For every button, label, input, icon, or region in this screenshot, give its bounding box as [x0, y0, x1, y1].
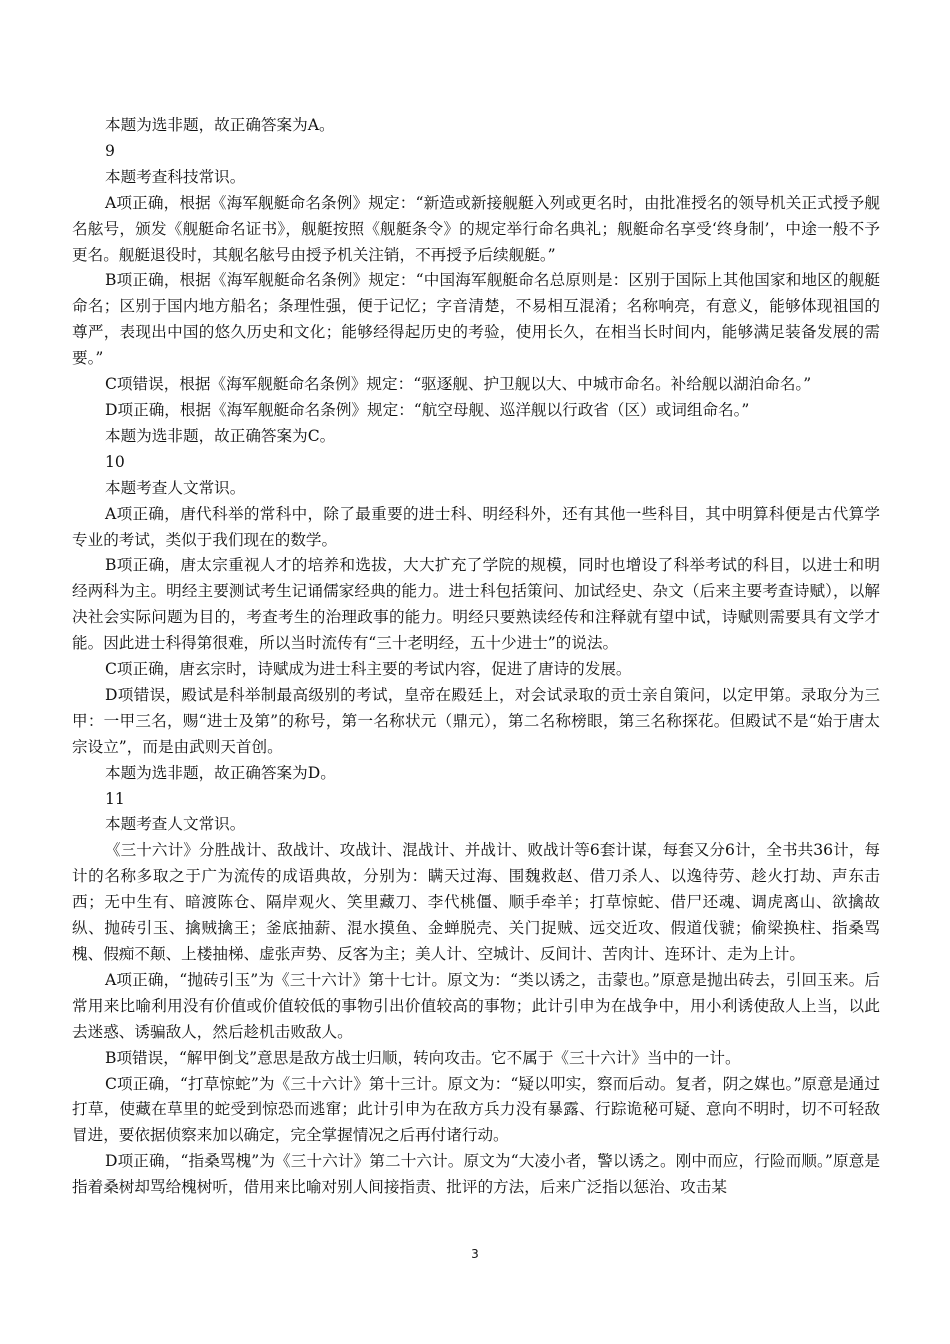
paragraph: 本题考查人文常识。	[105, 815, 246, 834]
paragraph: C项错误，根据《海军舰艇命名条例》规定：“驱逐舰、护卫舰以大、中城市命名。补给舰以湖泊命名。”	[105, 375, 812, 394]
paragraph: 本题为选非题，故正确答案为A。	[105, 116, 335, 134]
paragraph: D项错误，殿试是科举制最高级别的考试，皇帝在殿廷上，对会试录取的贡士亲自策问，以定甲第。录取分为三甲：一甲三名，赐“进士及第”的称号，第一名称状元（鼎元），第二名称榜眼，第三名称探花。但殿试不是“始于唐太宗设立”，而是由武则天首创。	[72, 685, 880, 756]
paragraph: B项正确，根据《海军舰艇命名条例》规定：“中国海军舰艇命名总原则是：区别于国际上其他国家和地区的舰艇命名；区别于国内地方船名；条理性强，便于记忆；字音清楚，不易相互混淆；名称响亮，有意义，能够体现祖国的尊严，表现出中国的悠久历史和文化；能够经得起历史的考验，使用长久，在相当长时间内，能够满足装备发展的需要。”	[72, 271, 880, 368]
answer-explanation-body	[72, 113, 880, 1201]
paragraph: A项正确，唐代科举的常科中，除了最重要的进士科、明经科外，还有其他一些科目，其中明算科便是古代算学专业的考试，类似于我们现在的数学。	[72, 504, 880, 549]
paragraph: 本题为选非题，故正确答案为C。	[105, 426, 336, 445]
paragraph: D项正确，根据《海军舰艇命名条例》规定：“航空母舰、巡洋舰以行政省（区）或词组命名。”	[105, 400, 750, 419]
question-number: 9	[105, 141, 115, 160]
paragraph: 本题考查科技常识。	[105, 167, 246, 186]
paragraph: B项错误，“解甲倒戈”意思是敌方战士归顺，转向攻击。它不属于《三十六计》当中的一计。	[105, 1048, 741, 1067]
paragraph: 本题考查人文常识。	[105, 478, 246, 497]
paragraph: C项正确，“打草惊蛇”为《三十六计》第十三计。原文为：“疑以叩实，察而后动。复者，阴之媒也。”原意是通过打草，使藏在草里的蛇受到惊恐而逃窜；此计引申为在敌方兵力没有暴露、行踪诡秘可疑、意向不明时，切不可轻敌冒进，要依据侦察来加以确定，完全掌握情况之后再付诸行动。	[72, 1074, 880, 1145]
paragraph: C项正确，唐玄宗时，诗赋成为进士科主要的考试内容，促进了唐诗的发展。	[105, 660, 632, 679]
paragraph: D项正确，“指桑骂槐”为《三十六计》第二十六计。原文为“大凌小者，警以诱之。刚中而应，行险而顺。”原意是指着桑树却骂给槐树听，借用来比喻对别人间接指责、批评的方法，后来广泛指以惩治、攻击某	[72, 1152, 880, 1197]
paragraph: A项正确，“抛砖引玉”为《三十六计》第十七计。原文为：“类以诱之，击蒙也。”原意是抛出砖去，引回玉来。后常用来比喻利用没有价值或价值较低的事物引出价值较高的事物；此计引申为在战争中，用小利诱使敌人上当，以此去迷惑、诱骗敌人，然后趁机击败敌人。	[72, 970, 880, 1041]
paragraph: B项正确，唐太宗重视人才的培养和选拔，大大扩充了学院的规模，同时也增设了科举考试的科目，以进士和明经两科为主。明经主要测试考生记诵儒家经典的能力。进士科包括策问、加试经史、杂文（后来主要考查诗赋），以解决社会实际问题为目的，考查考生的治理政事的能力。明经只要熟读经传和注释就有望中试，诗赋则需要具有文学才能。因此进士科得第很难，所以当时流传有“三十老明经，五十少进士”的说法。	[72, 556, 880, 653]
page-number: 3	[471, 1247, 479, 1261]
question-number: 11	[105, 789, 125, 808]
paragraph: A项正确，根据《海军舰艇命名条例》规定：“新造或新接舰艇入列或更名时，由批准授名的领导机关正式授予舰名舷号，颁发《舰艇命名证书》，舰艇按照《舰艇条令》的规定举行命名典礼；舰艇命名享受‘终身制’，中途一般不予更名。舰艇退役时，其舰名舷号由授予机关注销，不再授予后续舰艇。”	[72, 193, 880, 264]
question-number: 10	[105, 452, 125, 471]
paragraph: 《三十六计》分胜战计、敌战计、攻战计、混战计、并战计、败战计等6套计谋，每套又分6计，全书共36计，每计的名称多取之于广为流传的成语典故，分别为：瞒天过海、围魏救赵、借刀杀人、以逸待劳、趁火打劫、声东击西；无中生有、暗渡陈仓、隔岸观火、笑里藏刀、李代桃僵、顺手牵羊；打草惊蛇、借尸还魂、调虎离山、欲擒故纵、抛砖引玉、擒贼擒王；釜底抽薪、混水摸鱼、金蝉脱壳、关门捉贼、远交近攻、假道伐虢；偷梁换柱、指桑骂槐、假痴不颠、上楼抽梯、虚张声势、反客为主；美人计、空城计、反间计、苦肉计、连环计、走为上计。	[72, 841, 880, 963]
paragraph: 本题为选非题，故正确答案为D。	[105, 763, 336, 782]
